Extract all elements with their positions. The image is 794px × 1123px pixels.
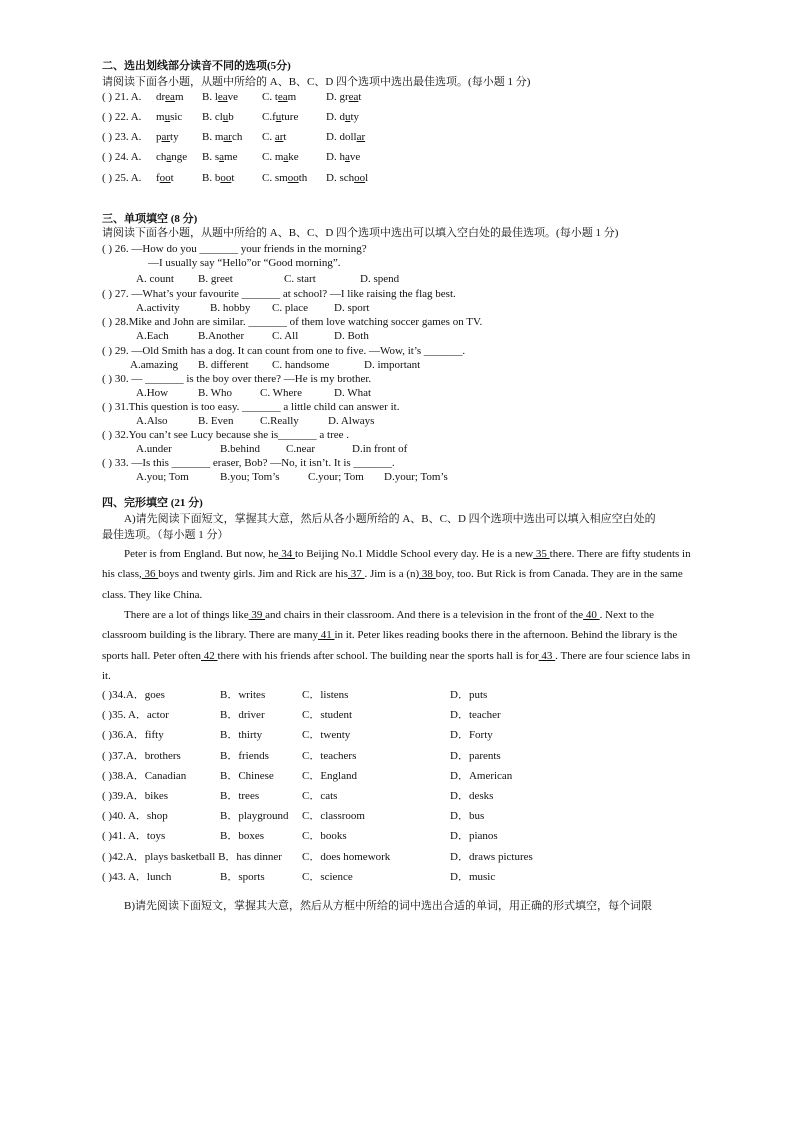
section-4-instructions-2: 最佳选项。（每小题 1 分） xyxy=(102,529,229,541)
section-4-instructions-1: A)请先阅读下面短文，掌握其大意，然后从各小题所给的 A、B、C、D 四个选项中选出可以填入相应空白处的 xyxy=(124,513,656,525)
cloze-paragraph-2: There are a lot of things like 39 and chairs in their classroom. And there is a television in the front of the 40 . Next to the classroom building is the library. There are many 41 in it. Peter likes reading books there in the afternoon. Behind the library is the sports hall. Peter often 42 there with his friends after school. The building near the sports hall is for 43 . There are four science labs in it. xyxy=(102,609,691,682)
blank-34: 34 xyxy=(278,548,295,560)
section-4-title: 四、完形填空 (21 分) xyxy=(102,497,203,509)
blank-39: 39 xyxy=(248,609,266,621)
blank-36: 36 xyxy=(141,568,159,581)
cloze-paragraph-1: Peter is from England. But now, he 34 to Beijing No.1 Middle School every day. He is a new 35 there. There are fifty students in his class, 36 boys and twenty girls. Jim and Rick are his 37 . Jim is a (n) 38 boy, too. But Rick is from Canada. They are in the same class. They like China. xyxy=(102,548,691,601)
section-3-title: 三、单项填空 (8 分) xyxy=(102,213,198,225)
question-26: ( ) 26. —How do you _______ your friends in the morning? xyxy=(102,243,367,255)
section-3-instructions: 请阅读下面各小题，从题中所给的 A、B、C、D 四个选项中选出可以填入空白处的最佳选项。(每小题 1 分) xyxy=(102,227,619,239)
question-26-reply: —I usually say “Hello”or “Good morning”. xyxy=(148,257,341,269)
question-28: ( ) 28.Mike and John are similar. _______ of them love watching soccer games on TV. xyxy=(102,316,483,328)
blank-43: 43 xyxy=(538,649,556,662)
blank-37: 37 xyxy=(347,568,365,581)
section-2-instructions: 请阅读下面各小题，从题中所给的 A、B、C、D 四个选项中选出最佳选项。(每小题 1 分) xyxy=(102,76,531,88)
blank-42: 42 xyxy=(200,649,218,662)
blank-38: 38 xyxy=(419,568,436,581)
question-32: ( ) 32.You can’t see Lucy because she is_______ a tree . xyxy=(102,429,350,441)
blank-40: 40 xyxy=(583,609,600,621)
blank-35: 35 xyxy=(533,548,550,560)
question-29: ( ) 29. —Old Smith has a dog. It can count from one to five. —Wow, it’s _______. xyxy=(102,345,466,357)
blank-41: 41 xyxy=(317,629,335,642)
section-2-title: 二、选出划线部分读音不同的选项(5分) xyxy=(102,60,291,72)
question-33: ( ) 33. —Is this _______ eraser, Bob? —No, it isn’t. It is _______. xyxy=(102,457,395,469)
question-30: ( ) 30. — _______ is the boy over there? —He is my brother. xyxy=(102,373,372,385)
section-4b-instructions: B)请先阅读下面短文，掌握其大意，然后从方框中所给的词中选出合适的单词，用正确的形式填空，每个词限 xyxy=(124,900,652,912)
question-27: ( ) 27. —What’s your favourite _______ at school? —I like raising the flag best. xyxy=(102,288,456,300)
question-31: ( ) 31.This question is too easy. _______ a little child can answer it. xyxy=(102,401,400,413)
